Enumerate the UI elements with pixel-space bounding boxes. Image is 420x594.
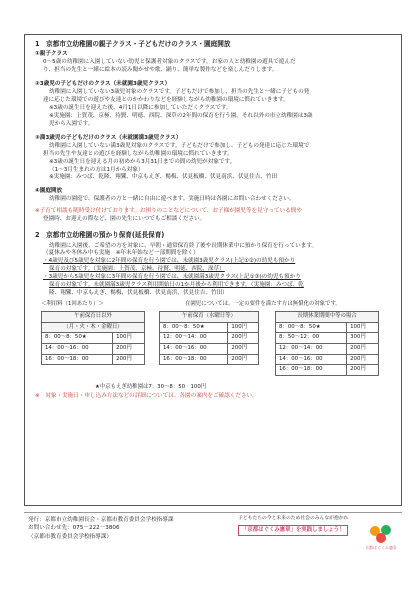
s2-bullet-5: 隆、翔鸞、中京もえぎ、楊梅、伏見板橋、伏見南浜、伏見住吉、竹田） — [49, 290, 228, 297]
t3-time: 8：00～8：50★ — [276, 322, 347, 333]
t3-fee: 100円 — [347, 322, 379, 333]
t3-fee: 200円 — [347, 344, 379, 355]
oyako-title: ①親子クラス — [35, 51, 68, 58]
oyako-line-2: り、担当の先生と一緒に絵本の読み聞かせや歌、踊り、簡単な製作などを楽しんだりします。 — [43, 67, 278, 74]
three-title: ②3歳児の子どもだけのクラス（未就園3歳児クラス） — [35, 81, 171, 88]
star-note: ★中京もえぎ幼稚園は7：30～8：50 100円 — [95, 384, 207, 391]
s2-bullet-2: 保育の対象です。（実施園：上賀茂、京極、待賢、明徳、西院、深草） — [49, 266, 225, 273]
t3-fee: 200円 — [347, 354, 379, 365]
t3-title: 長期休業期間中等の場合 — [276, 312, 379, 323]
t2-fee: 100円 — [228, 322, 259, 333]
oyako-line-1: 0～5歳の幼稚園に入園していない幼児と保護者対象のクラスです。お家の人と幼稚園の遊具で遊んだ — [43, 59, 296, 66]
footer-contact — [28, 516, 173, 541]
issuer-text: 発行：京都市立幼稚園長会・京都市教育委員会学校指導課 — [28, 517, 174, 523]
t3-time: 16：00～18：00 — [276, 365, 347, 376]
t2-title: 午前保育（水曜日等） — [160, 312, 259, 323]
fee-tables — [35, 301, 391, 393]
t2-fee: 200円 — [228, 344, 259, 355]
table-row — [42, 333, 145, 344]
t1-time: 16：00～18：00 — [42, 354, 113, 365]
t2-fee: 200円 — [228, 333, 259, 344]
t2-time: 14：00～16：00 — [160, 344, 228, 355]
three-note-2: ※実施園：上賀茂、京極、待賢、明徳、西院、深草の2年間の保育を行う園。それ以外の市立幼稚園は3歳 — [49, 112, 313, 119]
table-row — [42, 354, 145, 365]
content-box — [24, 34, 402, 506]
t2-fee: 200円 — [228, 354, 259, 365]
four-note-3: ※実施園：みつば、乾隆、翔鸞、中京もえぎ、楊梅、伏見板橋、伏見南浜、伏見住吉、竹田 — [49, 174, 278, 181]
s2-bullet-1: ・4歳児及び5歳児を対象に2年間の保育を行う園では、未就園3歳児クラス(上記①②)の幼児も預かり — [43, 258, 296, 265]
footer — [24, 512, 402, 556]
t2-time: 16：00～18：00 — [160, 354, 228, 365]
four-title: ③満3歳児の子どもだけのクラス（未就園満3歳児クラス） — [35, 134, 182, 141]
three-note-3: 児から入園です。 — [49, 120, 94, 127]
four-line-2: 担当の先生や友達との遊びを経験しながら幼稚園の環境に慣れていきます。 — [43, 150, 233, 157]
fee-table-weekday — [41, 311, 145, 365]
common-note-2: 登園時、お迎えの際など、園の先生にいつでもご相談ください。 — [43, 216, 206, 223]
t1-time: 14：00～16：00 — [42, 344, 113, 355]
four-note-1: ※3歳の誕生日を迎える月の初めから3月31日までの間の幼児が対象です。 — [49, 158, 236, 165]
t1-fee: 200円 — [113, 354, 145, 365]
logo-caption: 京都はぐくみ憲章 — [366, 545, 396, 550]
fee-table-holiday — [275, 311, 379, 376]
tagline: 子どもたちの今と未来のため社会のみんなが抱かれ — [238, 516, 349, 521]
table-row — [276, 333, 379, 344]
t3-time: 12：00～14：00 — [276, 344, 347, 355]
hagukumi-logo-icon — [366, 521, 396, 551]
charter-banner: 「京都はぐくみ憲章」を実践しましょう！ — [238, 525, 348, 537]
t1-time: 8：00～8：50★ — [42, 333, 113, 344]
t2-time: 12：00～14：00 — [160, 333, 228, 344]
s2-bullet-4: 保育の対象です。未就園満3歳児クラス利用開始日の1か月後から利用できます。（実施園：みつば、乾 — [49, 282, 304, 289]
four-line-1: 幼稚園に入園していない満3歳児対象のクラスです。子どもだけで参加し、子どもの発達に応じた環境で — [49, 142, 310, 149]
t1-fee: 100円 — [113, 333, 145, 344]
table-row — [276, 322, 379, 333]
table-row — [42, 344, 145, 355]
phone-text: お問い合わせ先：075－222－3806 — [28, 525, 120, 532]
table-row — [276, 365, 379, 376]
t3-time: 8：50～12：00 — [276, 333, 347, 344]
t3-time: 14：00～16：00 — [276, 354, 347, 365]
table-row — [160, 344, 259, 355]
three-line-2: 達に応じた環境での遊びや友達とのかかわりなどを経験しながら幼稚園の環境に慣れていきます。 — [43, 97, 289, 104]
fee-table-morning — [159, 311, 259, 365]
garden-line-1: 幼稚園の園庭で、保護者の方と一緒に自由に遊べます。実施日時は各園にお問い合わせください。 — [49, 196, 295, 203]
section1-heading: 1 京都市立幼稚園の親子クラス・子どもだけのクラス・園庭開放 — [35, 40, 231, 48]
table-row — [160, 322, 259, 333]
section2-heading: 2 京都市立幼稚園の預かり保育(延長保育) — [35, 231, 165, 240]
table-row — [160, 333, 259, 344]
fee-intro: ＜利用料（1回あたり）＞ — [41, 301, 104, 308]
table-row — [276, 344, 379, 355]
fee-note: 在園児については、一定の要件を満たす方は無償化の対象です。 — [185, 301, 341, 308]
four-note-2: （1～3月生まれの方は1月から対象） — [49, 166, 144, 173]
t3-fee: 300円 — [347, 333, 379, 344]
t3-fee: 200円 — [347, 365, 379, 376]
s2-line-2: （夏休みや冬休み中も実施 ※年末年始など一部期間を除く） — [43, 250, 199, 257]
three-line-1: 幼稚園に入園していない3歳児対象のクラスです。子どもだけで参加し、担当の先生と一緒に子どもの発 — [49, 89, 310, 96]
table-row — [276, 354, 379, 365]
t1-fee: 200円 — [113, 344, 145, 355]
garden-title: ④園庭開放 — [35, 188, 63, 195]
table-row — [160, 354, 259, 365]
t2-time: 8：00～8：50★ — [160, 322, 228, 333]
t1-title: 午前保育日以外 — [42, 312, 145, 323]
s2-bullet-3: ・3歳児から5歳児を対象に3年間の保育を行う園では、未就園満3歳児クラス(上記①③)の幼児も預かり — [43, 274, 301, 281]
three-note-1: ※3歳の誕生日を迎えた後、4月1日以降に参加していただくクラスです。 — [49, 104, 232, 111]
common-note-1: ※子育て相談も随時受け付けております。お困りのことなどについて、お子様が園児等を見守っている間や — [35, 208, 302, 215]
s2-line-1: 幼稚園に入園後、ご希望の方を対象に、早朝・通常保育終了後や長期休業中に預かり保育を行っています。 — [49, 242, 318, 249]
contact-note: ※ 対象・実施日・申し込み方法などの詳細については、各園の案内をご確認ください。 — [35, 393, 258, 400]
dept-text: （京都市教育委員会学校指導課） — [28, 533, 112, 540]
t1-subtitle: （月・火・木・金曜日） — [42, 322, 145, 333]
